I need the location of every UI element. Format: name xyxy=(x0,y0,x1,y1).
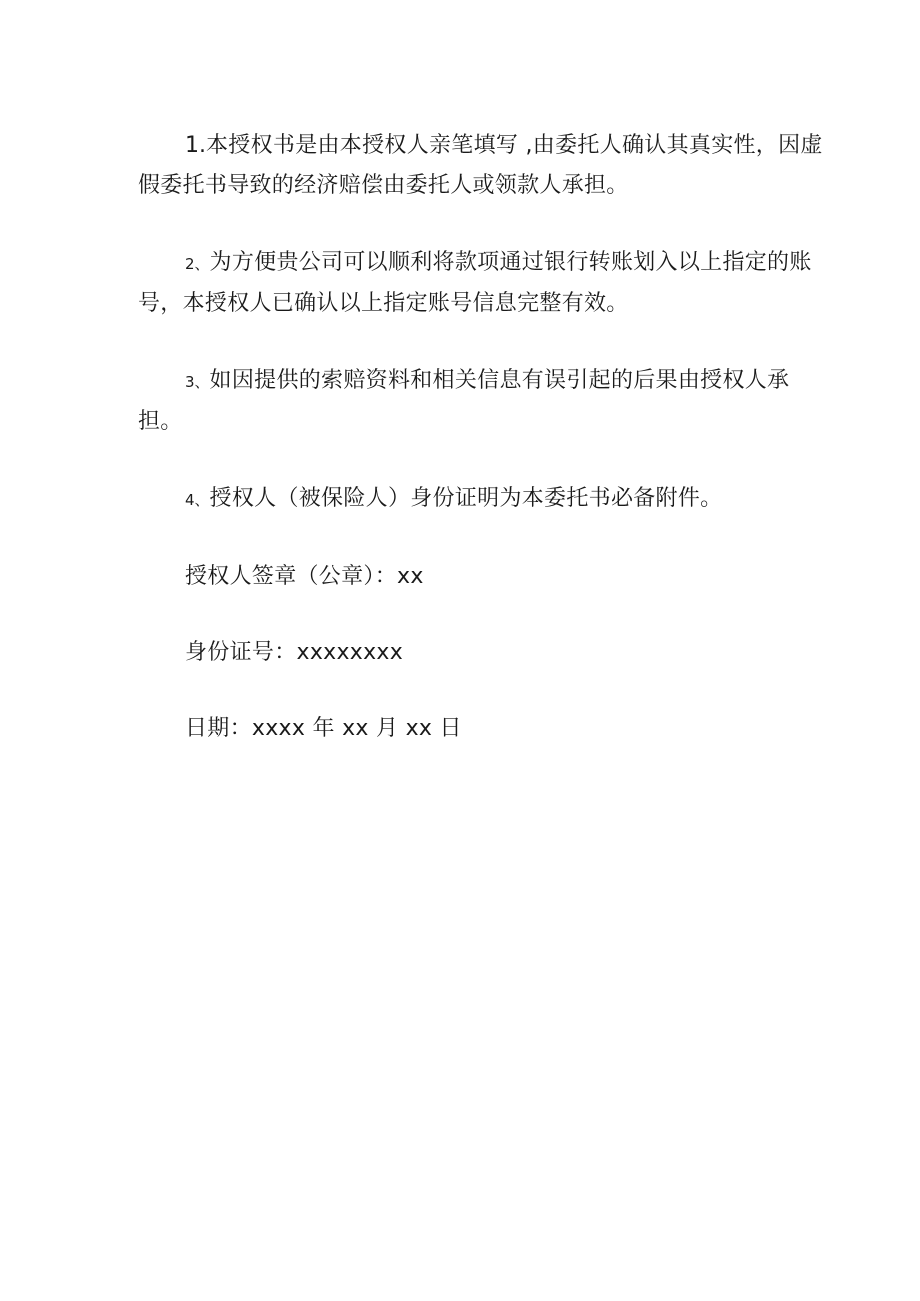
note-2 xyxy=(138,243,828,324)
note-3 xyxy=(138,361,828,442)
note-1-number: 1. xyxy=(185,133,206,158)
note-4-text: 授权人（被保险人）身份证明为本委托书必备附件。 xyxy=(209,486,723,511)
note-2-number: 2、 xyxy=(185,255,210,273)
note-4-number: 4、 xyxy=(185,491,210,509)
note-3-text: 如因提供的索赔资料和相关信息有误引起的后果由授权人承担。 xyxy=(138,368,790,434)
id-number-field: 身份证号：xxxxxxxx xyxy=(185,640,404,665)
date-field: 日期：xxxx 年 xx 月 xx 日 xyxy=(185,716,462,741)
signature-field: 授权人签章（公章）：xx xyxy=(185,564,424,589)
note-3-number: 3、 xyxy=(185,373,210,391)
note-4 xyxy=(138,479,828,520)
note-2-text: 为方便贵公司可以顺利将款项通过银行转账划入以上指定的账号，本授权人已确认以上指定账号信息完整有效。 xyxy=(138,250,812,316)
note-1-text: 本授权书是由本授权人亲笔填写 ,由委托人确认其真实性，因虚假委托书导致的经济赔偿由委托人或领款人承担。 xyxy=(138,133,823,198)
document-body xyxy=(138,126,828,785)
note-1 xyxy=(138,126,828,206)
